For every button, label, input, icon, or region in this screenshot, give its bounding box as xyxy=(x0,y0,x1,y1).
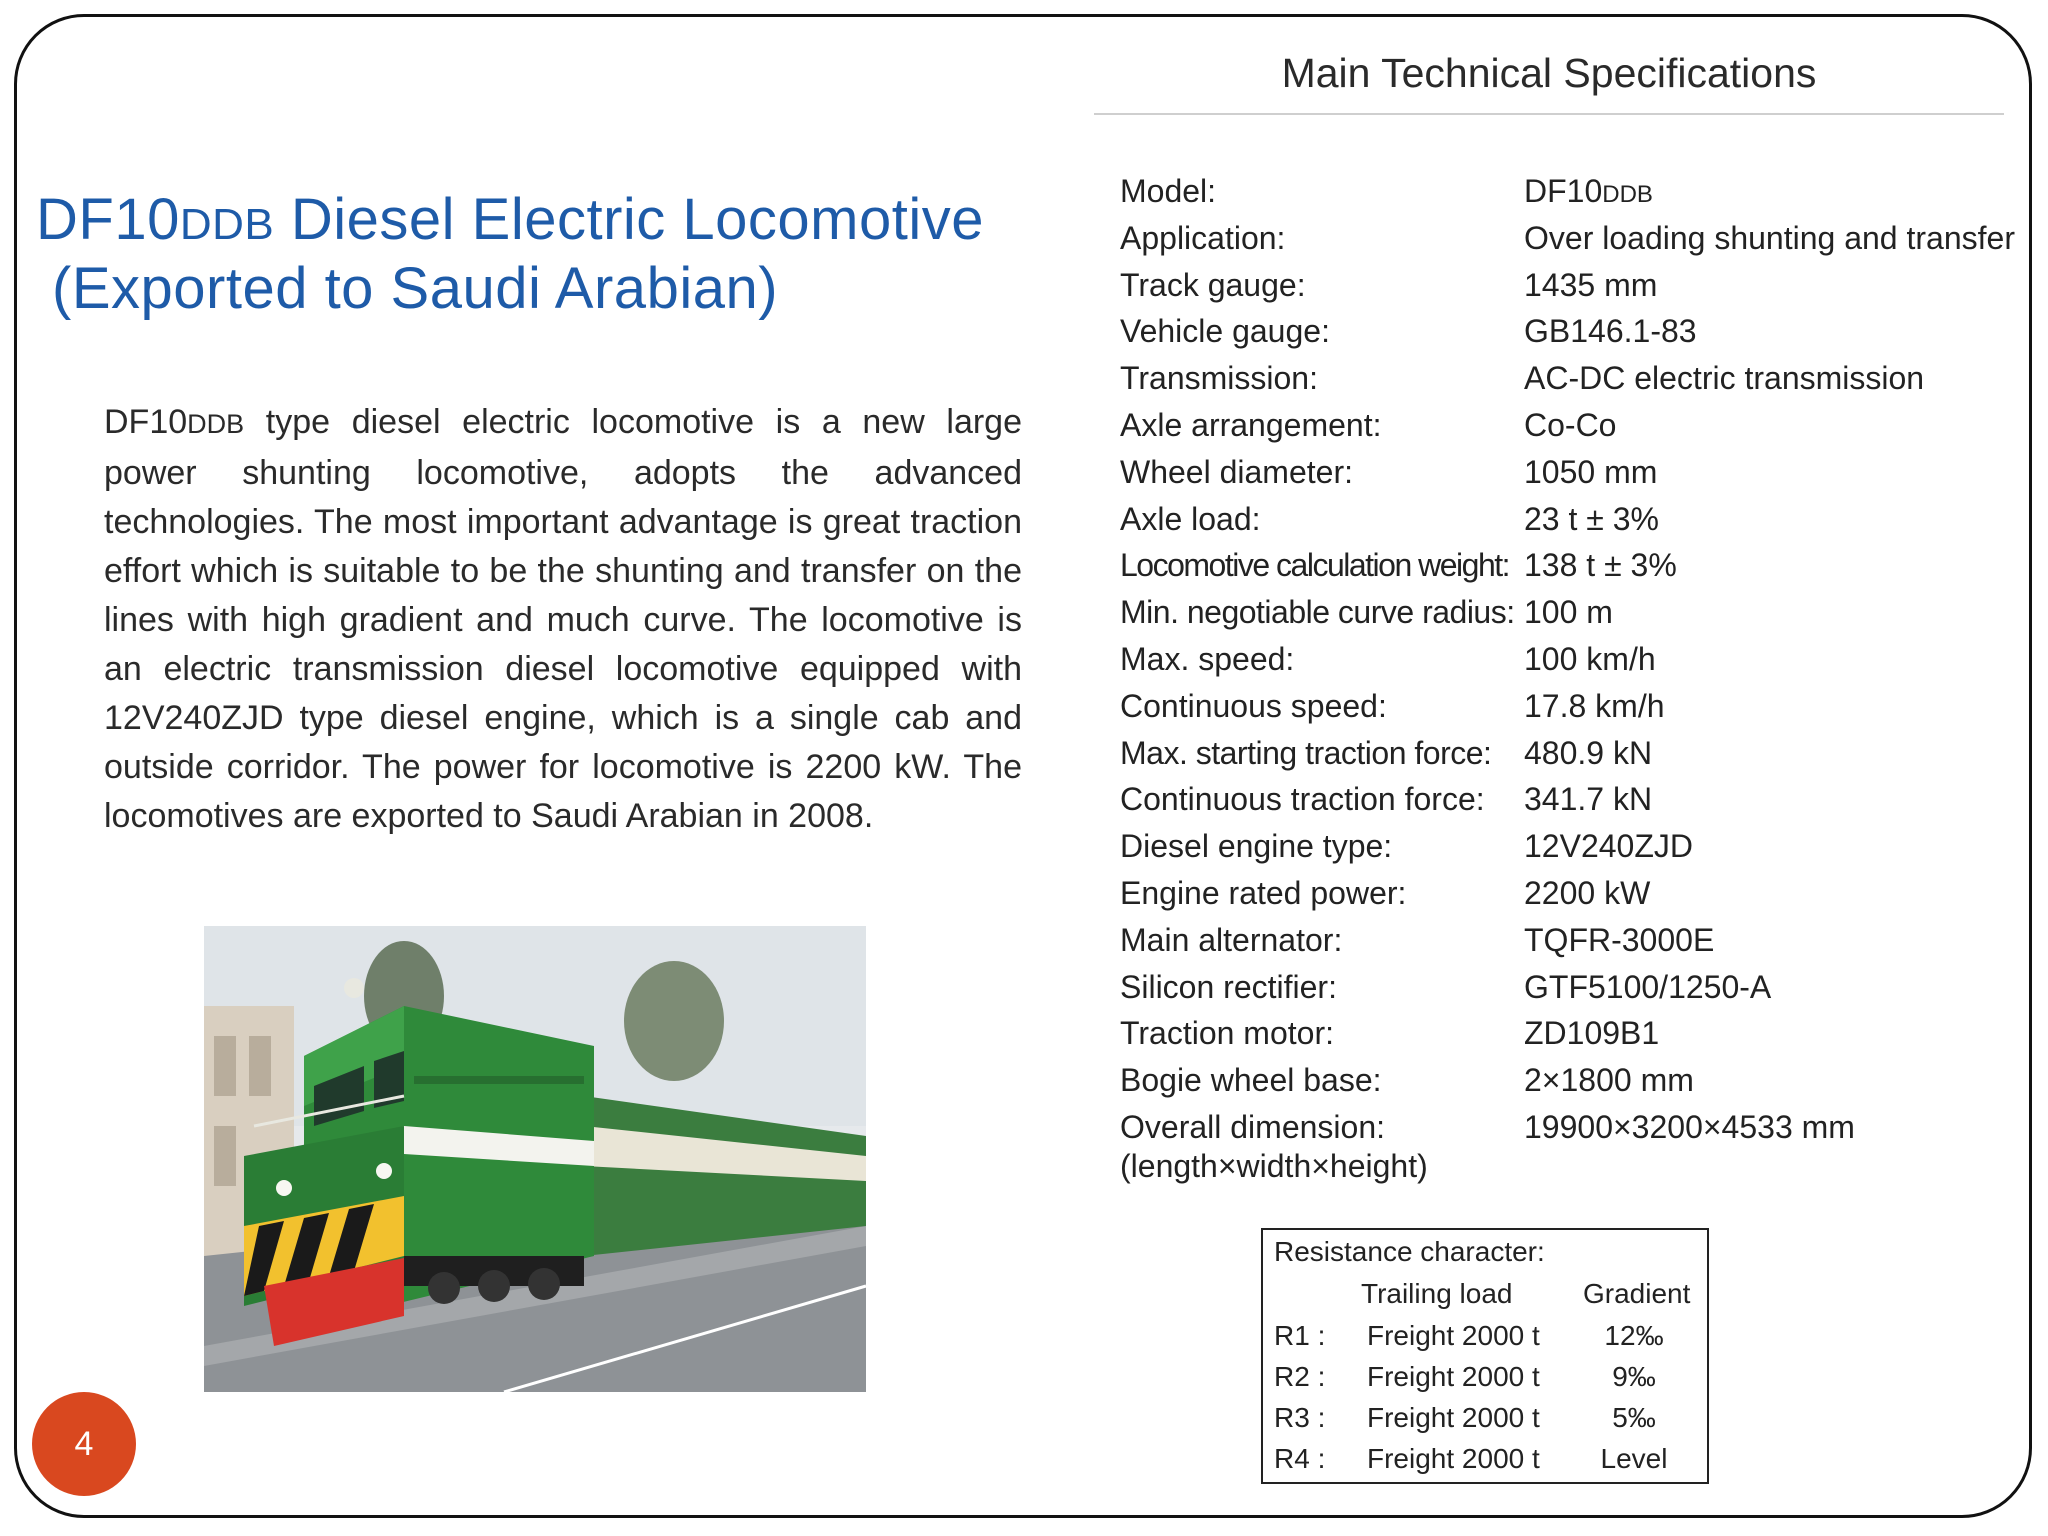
spec-value xyxy=(1524,168,1653,218)
resistance-col-load: Trailing load xyxy=(1361,1278,1513,1309)
spec-label: Track gauge: xyxy=(1120,266,1306,303)
resistance-gradient: Level xyxy=(1600,1443,1668,1474)
spec-label: Engine rated power: xyxy=(1120,874,1407,911)
title-model: DF10 xyxy=(36,187,180,252)
spec-model-main: DF10 xyxy=(1524,173,1603,209)
desc-model-suffix: DDB xyxy=(187,409,245,439)
resistance-id: R4 : xyxy=(1274,1443,1326,1474)
resistance-row xyxy=(1263,1320,1707,1360)
spec-row xyxy=(1120,730,2020,777)
spec-row xyxy=(1120,542,2020,589)
resistance-id: R3 : xyxy=(1274,1402,1326,1433)
resistance-col-gradient: Gradient xyxy=(1583,1278,1691,1309)
desc-text: type diesel electric locomotive is a new large power shunting locomotive, adopts the advanced technologies. The most important advantage is great traction effort which is suitable to be the shunting and transfer on the lines with high gradient and much curve. The locomotive is an electric transmission diesel locomotive equipped with 12V240ZJD type diesel engine, which is a single cab and outside corridor. The power for locomotive is 2200 kW. The locomotives are exported to Saudi Arabian in 2008. xyxy=(104,403,1022,835)
spec-label: Vehicle gauge: xyxy=(1120,313,1330,350)
spec-row xyxy=(1120,776,2020,823)
locomotive-photo xyxy=(204,926,866,1392)
spec-value: TQFR-3000E xyxy=(1524,921,1715,958)
spec-value: 12V240ZJD xyxy=(1524,828,1693,865)
spec-model-suffix: DDB xyxy=(1602,181,1653,208)
title-line2: (Exported to Saudi Arabian) xyxy=(52,256,779,321)
spec-row xyxy=(1120,589,2020,636)
spec-label: Locomotive calculation weight: xyxy=(1120,547,1510,584)
slide-title xyxy=(36,188,1036,321)
resistance-gradient: 5‰ xyxy=(1612,1402,1656,1433)
desc-model: DF10 xyxy=(104,403,188,441)
spec-row xyxy=(1120,636,2020,683)
spec-row xyxy=(1120,496,2020,543)
spec-value: 138 t ± 3% xyxy=(1524,547,1677,584)
spec-value: 100 km/h xyxy=(1524,640,1656,677)
resistance-row xyxy=(1263,1361,1707,1401)
spec-value: 2×1800 mm xyxy=(1524,1062,1694,1099)
spec-value: Over loading shunting and transfer xyxy=(1524,219,2015,256)
resistance-gradient: 12‰ xyxy=(1604,1320,1664,1351)
description-paragraph xyxy=(104,398,1022,841)
spec-value: ZD109B1 xyxy=(1524,1015,1660,1052)
spec-label: Model: xyxy=(1120,173,1217,209)
resistance-load: Freight 2000 t xyxy=(1367,1443,1540,1474)
locomotive-illustration xyxy=(204,926,866,1392)
spec-label: Axle arrangement: xyxy=(1120,406,1382,443)
spec-value: 2200 kW xyxy=(1524,874,1651,911)
spec-row xyxy=(1120,964,2020,1011)
spec-label: Axle load: xyxy=(1120,500,1261,537)
spec-row xyxy=(1120,917,2020,964)
spec-label: Silicon rectifier: xyxy=(1120,968,1337,1005)
spec-value: 1050 mm xyxy=(1524,453,1658,490)
resistance-table xyxy=(1261,1228,1709,1484)
spec-row xyxy=(1120,823,2020,870)
resistance-row xyxy=(1263,1402,1707,1442)
spec-row xyxy=(1120,402,2020,449)
spec-label: Overall dimension: xyxy=(1120,1108,1385,1145)
page-number-badge: 4 xyxy=(32,1392,136,1496)
spec-row xyxy=(1120,215,2020,262)
spec-value: 23 t ± 3% xyxy=(1524,500,1659,537)
spec-row xyxy=(1120,683,2020,730)
spec-value: GTF5100/1250-A xyxy=(1524,968,1772,1005)
spec-row xyxy=(1120,262,2020,309)
spec-row xyxy=(1120,1104,2020,1151)
spec-row-model xyxy=(1120,168,2020,215)
spec-value: 480.9 kN xyxy=(1524,734,1653,771)
resistance-gradient: 9‰ xyxy=(1612,1361,1656,1392)
spec-label: Application: xyxy=(1120,219,1286,256)
spec-label: Continuous traction force: xyxy=(1120,781,1485,818)
spec-value: 100 m xyxy=(1524,594,1613,631)
resistance-load: Freight 2000 t xyxy=(1367,1402,1540,1433)
specs-heading: Main Technical Specifications xyxy=(1094,50,2004,115)
spec-label: Transmission: xyxy=(1120,360,1318,397)
resistance-title: Resistance character: xyxy=(1274,1236,1545,1267)
resistance-id: R1 : xyxy=(1274,1320,1326,1351)
resistance-id: R2 : xyxy=(1274,1361,1326,1392)
spec-row xyxy=(1120,1010,2020,1057)
spec-label: Max. starting traction force: xyxy=(1120,734,1492,771)
resistance-load: Freight 2000 t xyxy=(1367,1361,1540,1392)
spec-label: Diesel engine type: xyxy=(1120,828,1393,865)
spec-row xyxy=(1120,1057,2020,1104)
spec-label: Bogie wheel base: xyxy=(1120,1062,1382,1099)
spec-value: AC-DC electric transmission xyxy=(1524,360,1925,397)
spec-value: 1435 mm xyxy=(1524,266,1658,303)
dimension-note: (length×width×height) xyxy=(1120,1148,1428,1184)
title-line1: Diesel Electric Locomotive xyxy=(274,187,984,252)
spec-label: Continuous speed: xyxy=(1120,687,1387,724)
spec-row xyxy=(1120,355,2020,402)
spec-row xyxy=(1120,308,2020,355)
spec-row xyxy=(1120,449,2020,496)
spec-value: 19900×3200×4533 mm xyxy=(1524,1108,1855,1145)
spec-row xyxy=(1120,870,2020,917)
spec-label: Wheel diameter: xyxy=(1120,453,1353,490)
resistance-row xyxy=(1263,1443,1707,1483)
spec-label: Main alternator: xyxy=(1120,921,1343,958)
spec-value: Co-Co xyxy=(1524,406,1617,443)
specs-list xyxy=(1120,168,2020,1151)
spec-label: Min. negotiable curve radius: xyxy=(1120,594,1515,631)
spec-value: 341.7 kN xyxy=(1524,781,1653,818)
spec-value: 17.8 km/h xyxy=(1524,687,1665,724)
spec-label: Max. speed: xyxy=(1120,640,1295,677)
title-model-suffix: DDB xyxy=(179,200,275,249)
resistance-load: Freight 2000 t xyxy=(1367,1320,1540,1351)
spec-value: GB146.1-83 xyxy=(1524,313,1697,350)
spec-label: Traction motor: xyxy=(1120,1015,1334,1052)
